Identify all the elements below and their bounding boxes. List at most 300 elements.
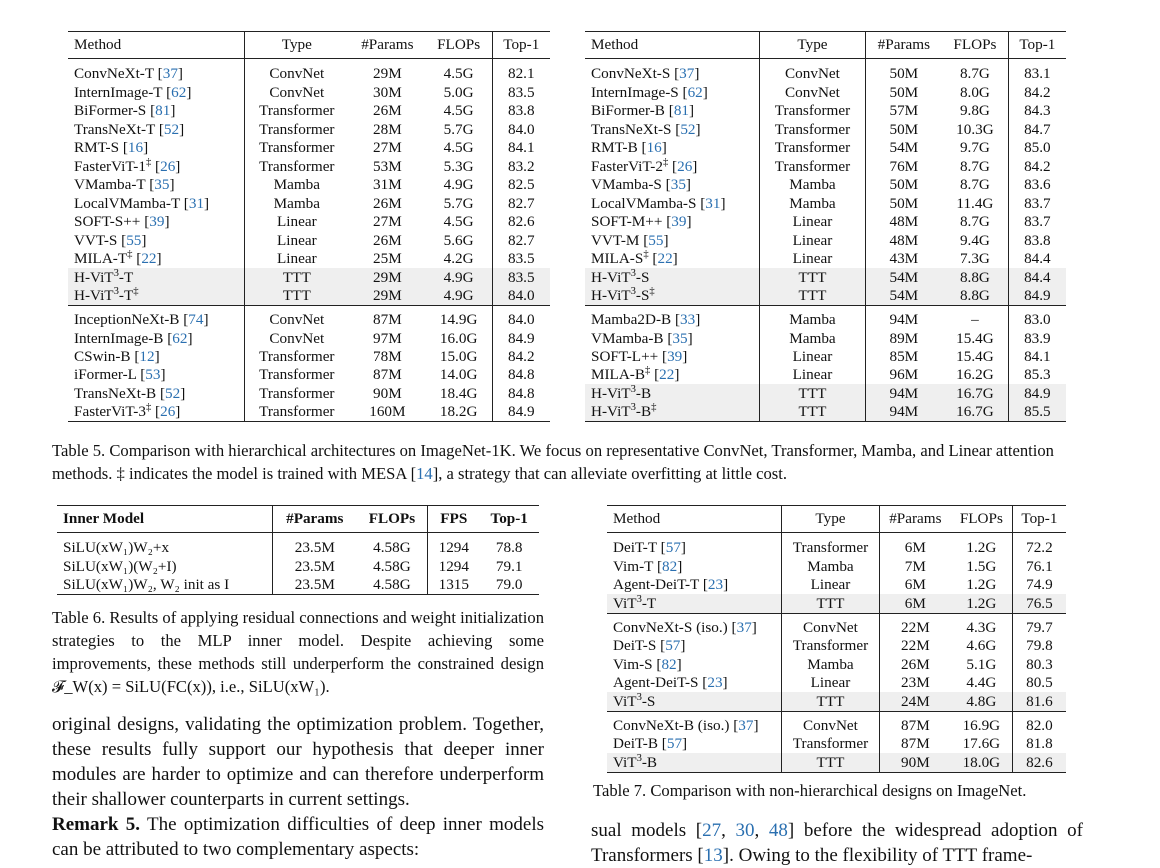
cell-top1: 81.8 xyxy=(1026,735,1053,753)
citation-link[interactable]: 81 xyxy=(673,102,689,120)
cell-method: BiFormer-S [81] xyxy=(68,102,244,120)
cell-type: Transformer xyxy=(760,139,865,157)
cell-fps: 1315 xyxy=(438,576,469,594)
table-row xyxy=(607,692,1066,711)
citation-link[interactable]: 26 xyxy=(677,157,693,175)
cell-params: 76M xyxy=(889,157,919,175)
cell-flops: 1.5G xyxy=(951,557,1012,575)
cell-flops: 15.0G xyxy=(426,348,492,366)
cell-type: Mamba xyxy=(760,194,865,212)
cell-top1: 82.6 xyxy=(1012,753,1066,772)
cell-type: Transformer xyxy=(259,120,335,138)
cell-inner-model: SiLU(xW₁)W₂+x xyxy=(57,533,272,557)
cell-params: 94M xyxy=(865,384,942,402)
cell-params: 28M xyxy=(373,120,402,138)
cell-flops: 10.3G xyxy=(942,120,1008,138)
cell-type: Linear xyxy=(277,231,317,249)
cell-params: 53M xyxy=(373,157,402,175)
cell-top1: 82.7 xyxy=(507,194,535,212)
cell-flops: 18.0G xyxy=(951,753,1012,772)
cell-params: 96M xyxy=(889,366,919,384)
cell-method: H-ViT$^3$-S xyxy=(585,268,760,286)
cell-method: ViT$^3$-S xyxy=(607,692,782,711)
cell-method: SOFT-S++ [39] xyxy=(68,213,244,231)
cell-flops: 4.3G xyxy=(951,613,1012,636)
table-row xyxy=(57,533,539,557)
col-params: #Params xyxy=(879,506,951,533)
cell-method: Agent-DeiT-T [23] xyxy=(607,576,782,594)
cell-flops: 4.5G xyxy=(426,213,492,231)
cell-params: 48M xyxy=(889,213,919,231)
cell-top1: 85.3 xyxy=(1024,366,1051,384)
citation-link[interactable]: 26 xyxy=(160,157,176,175)
cell-type: Linear xyxy=(760,348,865,366)
citation-link[interactable]: 35 xyxy=(154,176,170,194)
cell-method: ConvNeXt-B (iso.) [37] xyxy=(607,711,782,734)
col-params: #Params xyxy=(349,32,426,59)
cell-method: H-ViT$^3$-B xyxy=(585,384,760,402)
col-flops: FLOPs xyxy=(942,32,1008,59)
citation-link[interactable]: 37 xyxy=(679,65,695,83)
table-row xyxy=(68,231,550,249)
citation-link[interactable]: 37 xyxy=(736,618,752,636)
cell-type: Linear xyxy=(760,213,865,231)
cell-flops: 9.4G xyxy=(942,231,1008,249)
cell-params: 54M xyxy=(889,139,919,157)
cell-params: 78M xyxy=(373,348,402,365)
cell-flops: 14.9G xyxy=(426,306,492,329)
cell-params: 7M xyxy=(904,557,926,575)
table-row xyxy=(585,176,1066,194)
cell-top1: 80.3 xyxy=(1026,655,1053,673)
cell-flops: 16.0G xyxy=(426,329,492,347)
cell-flops: 4.5G xyxy=(426,102,492,120)
cell-type: Transformer xyxy=(259,157,335,175)
cell-params: 87M xyxy=(349,306,426,329)
body-text-left xyxy=(52,712,544,862)
cell-top1: 83.7 xyxy=(1024,213,1051,231)
cell-type: Mamba xyxy=(760,329,865,347)
cell-method: SOFT-L++ [39] xyxy=(585,348,760,366)
cell-type: TTT xyxy=(760,403,865,422)
cell-top1: 83.6 xyxy=(1024,176,1051,194)
cell-top1: 82.5 xyxy=(507,176,535,194)
col-params: #Params xyxy=(865,32,942,59)
cell-method: Vim-T [82] xyxy=(607,557,782,575)
table-row xyxy=(68,250,550,268)
citation-link[interactable]: 62 xyxy=(172,329,188,347)
citation-link[interactable]: 16 xyxy=(127,139,144,157)
cell-type: TTT xyxy=(244,287,349,306)
citation-link[interactable]: 82 xyxy=(662,557,678,575)
cell-type: Transformer xyxy=(259,384,335,402)
cell-top1: 84.4 xyxy=(1008,268,1066,286)
cell-type: Linear xyxy=(277,213,317,231)
cell-top1: 84.2 xyxy=(1024,83,1051,101)
cell-flops: 8.7G xyxy=(942,176,1008,194)
cell-type: Transformer xyxy=(259,403,335,421)
table-row xyxy=(607,576,1066,594)
citation-link[interactable]: 39 xyxy=(149,213,165,231)
cell-method: SOFT-M++ [39] xyxy=(585,213,760,231)
cell-method: InceptionNeXt-B [74] xyxy=(68,306,244,329)
cell-params: 26M xyxy=(373,194,402,212)
citation-link[interactable]: 39 xyxy=(667,348,683,365)
col-top1: Top-1 xyxy=(492,32,550,59)
cell-method: InternImage-B [62] xyxy=(68,329,244,347)
cell-type: Linear xyxy=(782,674,880,692)
cell-flops: – xyxy=(942,306,1008,329)
col-type: Type xyxy=(244,32,349,59)
cell-method: VMamba-S [35] xyxy=(585,176,760,194)
table-row xyxy=(68,329,550,347)
cell-type: Transformer xyxy=(782,637,880,655)
cell-params: 27M xyxy=(373,139,402,157)
citation-link[interactable]: 62 xyxy=(171,83,187,101)
citation-link[interactable]: 26 xyxy=(160,403,176,421)
cell-method: Vim-S [82] xyxy=(607,655,782,673)
cell-params: 26M xyxy=(901,655,930,673)
cell-top1: 76.5 xyxy=(1012,594,1066,613)
cell-flops: 16.2G xyxy=(942,366,1008,384)
citation-link[interactable]: 39 xyxy=(671,213,687,231)
table-row xyxy=(68,384,550,402)
citation-link[interactable]: 52 xyxy=(680,120,696,138)
citation-link[interactable]: 27 xyxy=(702,820,722,841)
cell-flops: 8.7G xyxy=(942,157,1008,175)
cell-params: 94M xyxy=(865,403,942,422)
table-row xyxy=(57,557,539,575)
cell-flops: 18.4G xyxy=(426,384,492,402)
cell-flops: 8.7G xyxy=(942,59,1008,83)
citation-link[interactable]: 22 xyxy=(659,366,675,384)
cell-top1: 84.9 xyxy=(1008,287,1066,306)
cell-method: VMamba-T [35] xyxy=(68,176,244,194)
cell-params: 29M xyxy=(349,287,426,306)
table-row xyxy=(68,306,550,329)
cell-method: ConvNeXt-T [37] xyxy=(68,59,244,83)
cell-method: DeiT-T [57] xyxy=(607,533,782,557)
citation-link[interactable]: 52 xyxy=(165,384,181,402)
citation-link[interactable]: 35 xyxy=(672,329,688,347)
cell-top1: 84.7 xyxy=(1024,120,1051,138)
col-flops: FLOPs xyxy=(951,506,1012,533)
table-row xyxy=(607,753,1066,772)
cell-top1: 84.8 xyxy=(507,366,535,384)
citation-link[interactable]: 57 xyxy=(666,735,683,753)
cell-method: ViT$^3$-B xyxy=(607,753,782,772)
cell-flops: 8.7G xyxy=(942,213,1008,231)
col-flops: FLOPs xyxy=(426,32,492,59)
cell-method: TransNeXt-T [52] xyxy=(68,120,244,138)
cell-top1: 85.0 xyxy=(1024,139,1051,157)
cell-flops: 1.2G xyxy=(951,533,1012,557)
table5-caption: Table 5. Comparison with hierarchical architectures on ImageNet-1K. We focus on representative ConvNet, Transformer, Mamba, and Linear attention methods. ‡ indicates the model is trained with MESA [14], a strategy that can alleviate overfitting at little cost. xyxy=(52,441,1054,483)
cell-top1: 83.9 xyxy=(1024,329,1051,347)
citation-link[interactable]: 55 xyxy=(648,231,664,249)
cell-method: FasterViT-3‡ [26] xyxy=(68,403,244,422)
cell-top1: 82.7 xyxy=(507,231,535,249)
citation-link[interactable]: 35 xyxy=(670,176,686,194)
cell-method: InternImage-T [62] xyxy=(68,83,244,101)
cell-type: Transformer xyxy=(760,157,865,175)
cell-type: ConvNet xyxy=(782,711,880,734)
cell-flops: 5.7G xyxy=(426,120,492,138)
col-flops: FLOPs xyxy=(357,506,428,533)
citation-link[interactable]: 12 xyxy=(139,348,155,365)
cell-params: 26M xyxy=(373,231,402,249)
cell-top1: 84.9 xyxy=(1008,384,1066,402)
cell-type: Transformer xyxy=(259,348,335,365)
paragraph: original designs, validating the optimization problem. Together, these results fully support our hypothesis that deeper inner modules are harder to optimize and can therefore underperform their shallower counterparts in current settings. xyxy=(52,714,544,811)
cell-flops: 16.7G xyxy=(942,403,1008,422)
cell-type: Linear xyxy=(760,250,865,268)
table-row xyxy=(585,59,1066,83)
col-top1: Top-1 xyxy=(479,506,539,533)
table-row xyxy=(607,533,1066,557)
cell-fps: 1294 xyxy=(438,557,469,575)
cell-type: Transformer xyxy=(259,139,335,157)
cell-type: ConvNet xyxy=(269,83,325,101)
cell-params: 26M xyxy=(373,102,402,120)
citation-link[interactable]: 57 xyxy=(665,637,681,655)
col-fps: FPS xyxy=(428,506,480,533)
table-row xyxy=(607,637,1066,655)
cell-top1: 84.9 xyxy=(507,329,535,347)
cell-method: H-ViT$^3$-T‡ xyxy=(68,287,244,306)
cell-params: 6M xyxy=(904,576,926,594)
table-row xyxy=(68,348,550,366)
cell-flops: 4.9G xyxy=(426,287,492,306)
table-row xyxy=(68,268,550,286)
citation-link[interactable]: 31 xyxy=(188,194,205,212)
cell-params: 94M xyxy=(865,306,942,329)
table-row xyxy=(68,120,550,138)
cell-flops: 4.58G xyxy=(357,533,428,557)
cell-top1: 79.0 xyxy=(495,576,523,594)
cell-flops: 18.2G xyxy=(426,403,492,422)
citation-link[interactable]: 48 xyxy=(768,820,788,841)
cell-method: LocalVMamba-S [31] xyxy=(585,194,760,212)
citation-link[interactable]: 55 xyxy=(126,231,142,249)
cell-type: Linear xyxy=(782,576,880,594)
citation-link[interactable]: 31 xyxy=(705,194,721,212)
cell-method: CSwin-B [12] xyxy=(68,348,244,366)
col-method: Method xyxy=(68,32,244,59)
cell-type: Transformer xyxy=(782,735,880,753)
cell-flops: 14.0G xyxy=(426,366,492,384)
cell-flops: 17.6G xyxy=(951,735,1012,753)
cell-type: Linear xyxy=(760,231,865,249)
cell-method: H-ViT$^3$-T xyxy=(68,268,244,286)
citation-link[interactable]: 74 xyxy=(188,311,204,329)
cell-flops: 4.4G xyxy=(951,674,1012,692)
cell-params: 90M xyxy=(373,384,402,402)
table-row xyxy=(607,655,1066,673)
table7 xyxy=(607,505,1066,773)
citation-link[interactable]: 13 xyxy=(703,845,723,867)
table-row xyxy=(585,194,1066,212)
cell-top1: 84.0 xyxy=(492,287,550,306)
cell-params: 97M xyxy=(373,329,402,347)
cell-flops: 5.1G xyxy=(951,655,1012,673)
cell-top1: 84.8 xyxy=(507,384,535,402)
cell-params: 23.5M xyxy=(294,539,335,557)
cell-params: 27M xyxy=(373,213,402,231)
cell-params: 90M xyxy=(879,753,951,772)
citation-link[interactable]: 37 xyxy=(738,716,754,734)
cell-top1: 84.2 xyxy=(507,348,535,365)
cell-params: 6M xyxy=(904,539,926,557)
cell-type: ConvNet xyxy=(269,329,325,347)
cell-flops: 8.0G xyxy=(942,83,1008,101)
citation-link[interactable]: 81 xyxy=(155,102,171,120)
cell-params: 50M xyxy=(889,65,919,83)
cell-type: ConvNet xyxy=(760,83,865,101)
cell-params: 50M xyxy=(889,176,919,194)
cell-type: TTT xyxy=(782,594,880,613)
citation-link[interactable]: 62 xyxy=(687,83,703,101)
table-row xyxy=(585,329,1066,347)
table-row xyxy=(585,403,1066,422)
cell-top1: 84.4 xyxy=(1024,250,1051,268)
cell-method: MILA-T‡ [22] xyxy=(68,250,244,268)
cell-inner-model: SiLU(xW₁)W₂, W₂ init as I xyxy=(57,576,272,595)
cell-flops: 4.9G xyxy=(426,176,492,194)
citation-link[interactable]: 14 xyxy=(416,463,433,483)
cell-params: 87M xyxy=(901,735,930,753)
cell-params: 54M xyxy=(865,268,942,286)
cell-flops: 8.8G xyxy=(942,268,1008,286)
cell-method: RMT-S [16] xyxy=(68,139,244,157)
table-row xyxy=(68,102,550,120)
citation-link[interactable]: 57 xyxy=(665,539,681,557)
cell-top1: 83.7 xyxy=(1024,194,1051,212)
cell-top1: 84.3 xyxy=(1024,102,1051,120)
cell-method: TransNeXt-S [52] xyxy=(585,120,760,138)
col-method: Method xyxy=(607,506,782,533)
col-method: Method xyxy=(585,32,760,59)
citation-link[interactable]: 22 xyxy=(141,250,157,268)
cell-params: 87M xyxy=(373,366,402,384)
remark-text: The optimization difficulties of deep inner models can be attributed to two complementary aspects: xyxy=(52,814,544,861)
table-row xyxy=(585,139,1066,157)
cell-top1: 85.5 xyxy=(1008,403,1066,422)
cell-method: MILA-S‡ [22] xyxy=(585,250,760,268)
cell-top1: 76.1 xyxy=(1026,557,1053,575)
cell-top1: 79.7 xyxy=(1012,613,1066,636)
cell-method: H-ViT$^3$-S‡ xyxy=(585,287,760,306)
cell-params: 48M xyxy=(889,231,919,249)
cell-type: Linear xyxy=(760,366,865,384)
cell-params: 87M xyxy=(879,711,951,734)
cell-params: 22M xyxy=(901,637,930,655)
table-row xyxy=(68,139,550,157)
cell-params: 23.5M xyxy=(294,557,335,575)
cell-top1: 84.1 xyxy=(1024,348,1051,365)
cell-type: Mamba xyxy=(273,194,321,212)
table-row xyxy=(68,213,550,231)
cell-params: 54M xyxy=(865,287,942,306)
cell-type: TTT xyxy=(760,287,865,306)
cell-type: Transformer xyxy=(760,120,865,138)
cell-params: 25M xyxy=(373,250,402,268)
cell-method: ConvNeXt-S [37] xyxy=(585,59,760,83)
cell-type: Transformer xyxy=(760,102,865,120)
cell-params: 29M xyxy=(349,268,426,286)
cell-flops: 4.2G xyxy=(426,250,492,268)
cell-flops: 1.2G xyxy=(951,576,1012,594)
citation-link[interactable]: 23 xyxy=(707,674,723,692)
citation-link[interactable]: 16 xyxy=(646,139,662,157)
citation-link[interactable]: 30 xyxy=(735,820,755,841)
cell-type: Mamba xyxy=(760,306,865,329)
table-row xyxy=(607,557,1066,575)
citation-link[interactable]: 23 xyxy=(707,576,724,594)
table6 xyxy=(57,505,539,595)
cell-method: Mamba2D-B [33] xyxy=(585,306,760,329)
cell-method: LocalVMamba-T [31] xyxy=(68,194,244,212)
cell-params: 23.5M xyxy=(294,576,335,594)
table-row xyxy=(68,176,550,194)
citation-link[interactable]: 52 xyxy=(163,120,180,138)
cell-top1: 82.0 xyxy=(1012,711,1066,734)
cell-method: FasterViT-1‡ [26] xyxy=(68,157,244,175)
cell-type: Mamba xyxy=(782,655,880,673)
cell-flops: 15.4G xyxy=(942,329,1008,347)
citation-link[interactable]: 82 xyxy=(661,655,677,673)
cell-fps: 1294 xyxy=(438,539,469,557)
cell-type: ConvNet xyxy=(244,306,349,329)
citation-link[interactable]: 22 xyxy=(657,250,673,268)
cell-top1: 84.0 xyxy=(507,120,535,138)
cell-top1: 79.8 xyxy=(1026,637,1053,655)
cell-top1: 83.5 xyxy=(492,268,550,286)
body-text-right: sual models [27, 30, 48] before the widespread adoption of Transformers [13]. Owing to the flexibility of TTT frame- xyxy=(591,820,1083,867)
cell-method: DeiT-B [57] xyxy=(607,735,782,753)
table-row xyxy=(585,102,1066,120)
cell-flops: 5.0G xyxy=(426,83,492,101)
table-row xyxy=(68,59,550,83)
table-row xyxy=(585,83,1066,101)
citation-link[interactable]: 37 xyxy=(162,65,178,83)
cell-type: TTT xyxy=(782,753,880,772)
cell-method: ConvNeXt-S (iso.) [37] xyxy=(607,613,782,636)
cell-flops: 7.3G xyxy=(942,250,1008,268)
cell-flops: 5.6G xyxy=(426,231,492,249)
cell-top1: 83.1 xyxy=(1024,65,1051,83)
cell-method: InternImage-S [62] xyxy=(585,83,760,101)
cell-top1: 84.0 xyxy=(492,306,550,329)
cell-type: Mamba xyxy=(782,557,880,575)
table-row xyxy=(57,576,539,595)
citation-link[interactable]: 53 xyxy=(145,366,161,384)
cell-type: TTT xyxy=(782,692,880,711)
table-row xyxy=(585,231,1066,249)
cell-method: VVT-M [55] xyxy=(585,231,760,249)
cell-top1: 78.8 xyxy=(495,539,523,557)
table-row xyxy=(68,157,550,175)
cell-params: 22M xyxy=(879,613,951,636)
citation-link[interactable]: 33 xyxy=(680,311,696,329)
cell-top1: 83.8 xyxy=(1024,231,1051,249)
cell-flops: 4.6G xyxy=(951,637,1012,655)
cell-flops: 9.7G xyxy=(942,139,1008,157)
cell-top1: 84.9 xyxy=(507,403,535,421)
cell-type: Transformer xyxy=(259,102,335,120)
cell-top1: 81.6 xyxy=(1012,692,1066,711)
cell-top1: 74.9 xyxy=(1026,576,1053,594)
